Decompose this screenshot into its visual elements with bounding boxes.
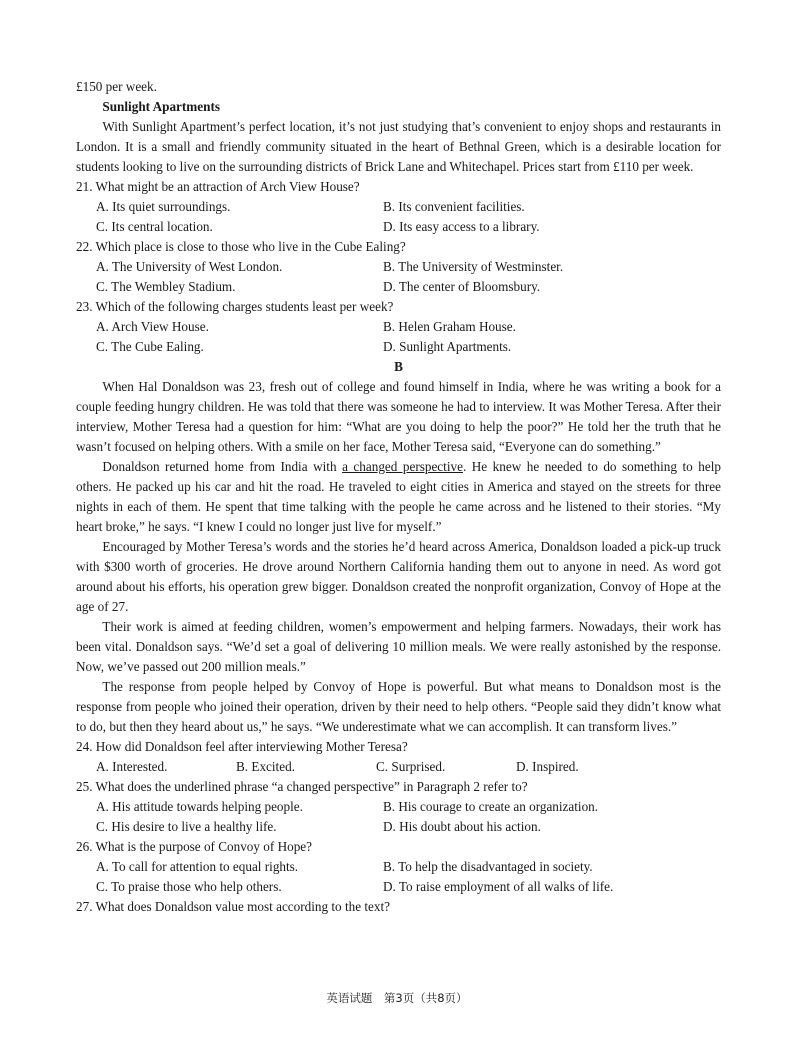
question-stem: 25. What does the underlined phrase “a changed perspective” in Paragraph 2 refer to?: [76, 779, 528, 794]
question-24: [76, 737, 721, 777]
question-23: [76, 297, 721, 357]
passage-paragraph-5: The response from people helped by Convoy of Hope is powerful. But what means to Donaldson most is the response from people who joined their operation, driven by their need to help others. “People said they didn’t know what to do, but then they heard about us,” he says. “We underestimate what we can accomplish. It can transform lives.”: [76, 679, 721, 734]
sunlight-paragraph: With Sunlight Apartment’s perfect location, it’s not just studying that’s convenient to enjoy shops and restaurants in London. It is a small and friendly community situated in the heart of Bethnal Green, which is a desirable location for students looking to live on the surrounding districts of Brick Lane and Whitechapel. Prices start from £110 per week.: [76, 119, 721, 174]
question-stem: 22. Which place is close to those who live in the Cube Ealing?: [76, 239, 406, 254]
question-stem: 27. What does Donaldson value most according to the text?: [76, 899, 390, 914]
question-options: [76, 317, 721, 357]
option-a: A. Its quiet surroundings.: [96, 199, 231, 214]
section-b-title: B: [394, 359, 403, 374]
option-c: C. His desire to live a healthy life.: [96, 819, 277, 834]
option-d: D. Inspired.: [516, 759, 579, 774]
option-c: C. Its central location.: [96, 219, 213, 234]
option-b: B. The University of Westminster.: [383, 259, 564, 274]
option-a: A. Arch View House.: [96, 319, 209, 334]
passage-paragraph-4: Their work is aimed at feeding children, women’s empowerment and helping farmers. Nowadays, their work has been vital. Donaldson says. “We’d set a goal of delivering 10 million meals. We were really astonished by the response. Now, we’ve passed out 200 million meals.”: [76, 619, 721, 674]
passage-paragraph-1: When Hal Donaldson was 23, fresh out of college and found himself in India, where he was writing a book for a couple feeding hungry children. He was told that there was someone he had to interview. It was Mother Teresa. After their interview, Mother Teresa had a question for him: “What are you doing to help the poor?” He told her the truth that he wasn’t focused on helping others. With a smile on her face, Mother Teresa said, “Everyone can do something.”: [76, 379, 721, 454]
intro-line: £150 per week.: [76, 79, 157, 94]
page-footer: 英语试题 第3页（共8页）: [326, 991, 468, 1005]
question-27: [76, 897, 721, 917]
question-options: [76, 857, 721, 897]
option-b: B. His courage to create an organization.: [383, 799, 599, 814]
option-d: D. To raise employment of all walks of life.: [383, 879, 614, 894]
question-options: [76, 197, 721, 237]
sunlight-heading: Sunlight Apartments: [102, 99, 221, 114]
option-d: D. The center of Bloomsbury.: [383, 279, 541, 294]
option-a: A. The University of West London.: [96, 259, 283, 274]
question-options: [76, 757, 721, 777]
passage-paragraph-2: [76, 457, 721, 537]
question-options: [76, 797, 721, 837]
option-d: D. Its easy access to a library.: [383, 219, 540, 234]
option-d: D. His doubt about his action.: [383, 819, 541, 834]
question-26: [76, 837, 721, 897]
option-a: A. His attitude towards helping people.: [96, 799, 303, 814]
option-a: A. Interested.: [96, 759, 168, 774]
option-c: C. Surprised.: [376, 759, 446, 774]
passage-paragraph-3: Encouraged by Mother Teresa’s words and the stories he’d heard across America, Donaldson loaded a pick-up truck with $300 worth of groceries. He drove around Northern California handing them out to anyone in need. As word got around about his efforts, his operation grew bigger. Donaldson created the nonprofit organization, Convoy of Hope at the age of 27.: [76, 539, 721, 614]
paragraph-2-rest: . He knew he needed to do something to help others. He packed up his car and hit the road. He traveled to eight cities in America and stayed on the streets for three nights in each of them. He spent that time talking with the people he came across and he listened to their stories. “My heart broke,” he says. “I knew I could no longer just live for myself.”: [76, 459, 721, 534]
question-stem: 21. What might be an attraction of Arch View House?: [76, 179, 360, 194]
option-c: C. The Cube Ealing.: [96, 339, 204, 354]
question-21: [76, 177, 721, 237]
underlined-phrase: a changed perspective: [342, 459, 463, 474]
option-c: C. The Wembley Stadium.: [96, 279, 236, 294]
question-stem: 26. What is the purpose of Convoy of Hope?: [76, 839, 312, 854]
paragraph-2-start: Donaldson returned home from India with: [102, 459, 343, 474]
question-25: [76, 777, 721, 837]
option-b: B. To help the disadvantaged in society.: [383, 859, 593, 874]
option-c: C. To praise those who help others.: [96, 879, 282, 894]
question-options: [76, 257, 721, 297]
option-d: D. Sunlight Apartments.: [383, 339, 512, 354]
question-stem: 23. Which of the following charges students least per week?: [76, 299, 394, 314]
option-a: A. To call for attention to equal rights.: [96, 859, 299, 874]
question-stem: 24. How did Donaldson feel after interviewing Mother Teresa?: [76, 739, 408, 754]
option-b: B. Excited.: [236, 759, 295, 774]
option-b: B. Its convenient facilities.: [383, 199, 525, 214]
question-22: [76, 237, 721, 297]
option-b: B. Helen Graham House.: [383, 319, 516, 334]
page-content: [76, 77, 721, 917]
